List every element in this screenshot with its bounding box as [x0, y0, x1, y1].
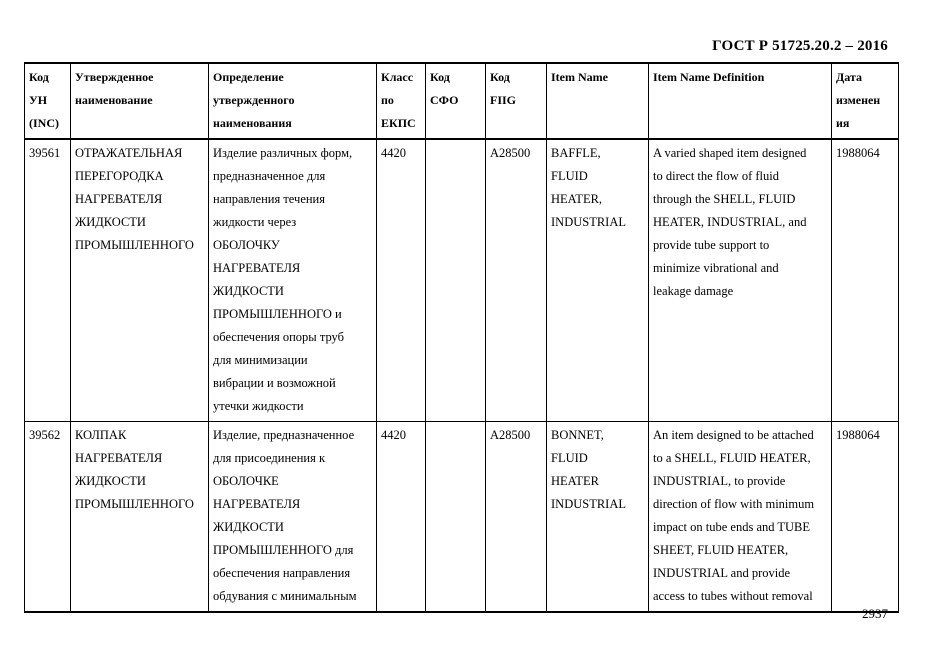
- cell-item-name: BONNET, FLUID HEATER INDUSTRIAL: [547, 422, 649, 613]
- cell-sfo: [426, 422, 486, 613]
- cell-item-name: BAFFLE, FLUID HEATER, INDUSTRIAL: [547, 139, 649, 422]
- cell-date: 1988064: [832, 422, 899, 613]
- cell-definition: Изделие, предназначенное для присоединения к ОБОЛОЧКЕ НАГРЕВАТЕЛЯ ЖИДКОСТИ ПРОМЫШЛЕННОГО для обеспечения направления обдувания с минимальным: [209, 422, 377, 613]
- cell-class: 4420: [377, 422, 426, 613]
- cell-fiig: A28500: [486, 422, 547, 613]
- cell-inc: 39561: [25, 139, 71, 422]
- cell-approved-name: ОТРАЖАТЕЛЬНАЯ ПЕРЕГОРОДКА НАГРЕВАТЕЛЯ ЖИДКОСТИ ПРОМЫШЛЕННОГО: [71, 139, 209, 422]
- table-header-row: [25, 63, 899, 139]
- header-class: Класс по ЕКПС: [377, 63, 426, 139]
- header-item-name-definition: Item Name Definition: [649, 63, 832, 139]
- header-approved-name: Утвержденное наименование: [71, 63, 209, 139]
- document-title: ГОСТ Р 51725.20.2 – 2016: [712, 38, 888, 54]
- cell-sfo: [426, 139, 486, 422]
- header-item-name: Item Name: [547, 63, 649, 139]
- cell-item-definition: A varied shaped item designed to direct the flow of fluid through the SHELL, FLUID HEATER, INDUSTRIAL, and provide tube support to minimize vibrational and leakage damage: [649, 139, 832, 422]
- catalog-table-wrapper: [24, 62, 898, 613]
- table-row: [25, 139, 899, 422]
- cell-approved-name: КОЛПАК НАГРЕВАТЕЛЯ ЖИДКОСТИ ПРОМЫШЛЕННОГО: [71, 422, 209, 613]
- cell-definition: Изделие различных форм, предназначенное для направления течения жидкости через ОБОЛОЧКУ НАГРЕВАТЕЛЯ ЖИДКОСТИ ПРОМЫШЛЕННОГО и обеспечения опоры труб для минимизации вибрации и возможной утечки жидкости: [209, 139, 377, 422]
- header-inc: Код УН (INC): [25, 63, 71, 139]
- page-number: 2937: [862, 606, 888, 621]
- header-fiig: Код FIIG: [486, 63, 547, 139]
- cell-class: 4420: [377, 139, 426, 422]
- header-name-definition: Определение утвержденного наименования: [209, 63, 377, 139]
- cell-fiig: A28500: [486, 139, 547, 422]
- table-row: [25, 422, 899, 613]
- cell-date: 1988064: [832, 139, 899, 422]
- header-sfo: Код СФО: [426, 63, 486, 139]
- header-change-date: Дата изменен ия: [832, 63, 899, 139]
- catalog-table: [24, 62, 899, 613]
- cell-item-definition: An item designed to be attached to a SHELL, FLUID HEATER, INDUSTRIAL, to provide direction of flow with minimum impact on tube ends and TUBE SHEET, FLUID HEATER, INDUSTRIAL and provide access to tubes without removal: [649, 422, 832, 613]
- cell-inc: 39562: [25, 422, 71, 613]
